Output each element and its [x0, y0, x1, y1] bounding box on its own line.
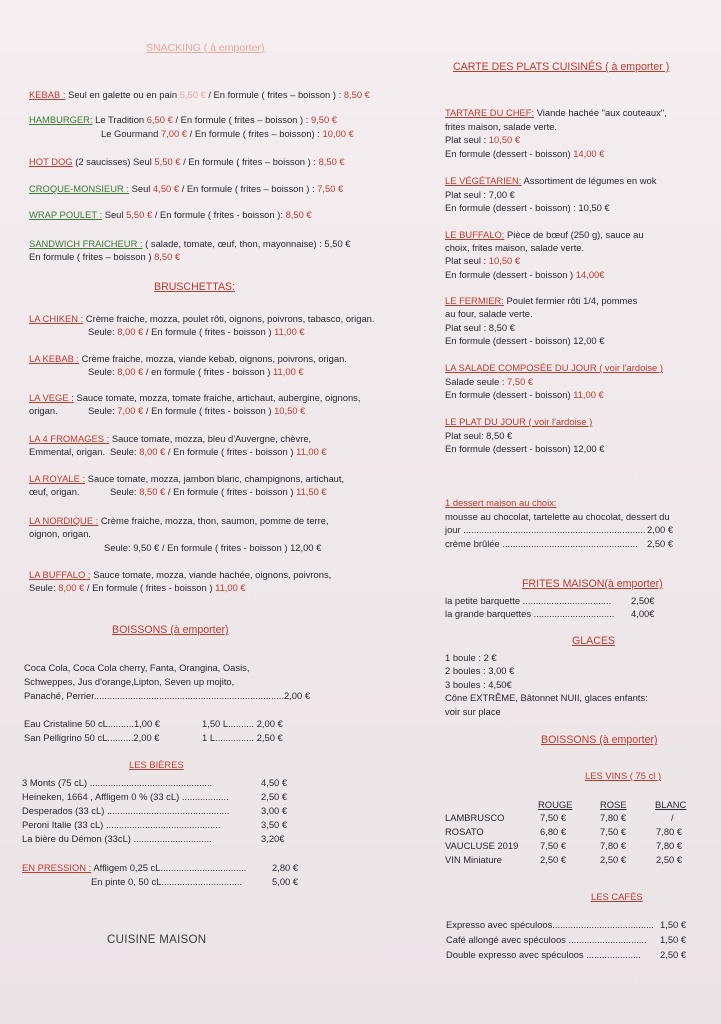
- vin-rouge: 7,50 €: [540, 840, 567, 851]
- vin-blanc: /: [671, 812, 674, 823]
- vin-name: VAUCLUSE 2019: [445, 840, 519, 851]
- vin-blanc: 7,80 €: [656, 826, 683, 837]
- hotdog-line: [29, 155, 345, 168]
- fermier-desc-2: au four, salade verte.: [445, 308, 533, 319]
- sandwich-formula-text: En formule ( frites – boisson ): [29, 251, 152, 262]
- sandwich-text: ( salade, tomate, œuf, thon, mayonnaise) :: [145, 238, 322, 249]
- bruschetta-seule: Seule:: [110, 446, 137, 457]
- vin-blanc: 7,80 €: [656, 840, 683, 851]
- frites-petite-price: 2,50€: [631, 595, 655, 606]
- cafe-price: 2,50 €: [660, 949, 687, 960]
- fermier-line-1: [445, 294, 637, 307]
- bieres-title: LES BIÈRES: [129, 759, 184, 770]
- bruschetta-seule: Seule:: [29, 582, 56, 593]
- bruschetta-seule: Seule:: [88, 366, 115, 377]
- sodas-line-3: Panaché, Perrier.........................................................................2,00 €: [24, 690, 311, 701]
- vegetarien-single-price: 7,00 €: [488, 189, 515, 200]
- vin-rose: 7,80 €: [600, 840, 627, 851]
- bruschetta-seule: Seule:: [88, 326, 115, 337]
- salade-single: [445, 375, 533, 388]
- bruschetta-desc: Sauce tomate, mozza, bleu d'Auvergne, chèvre,: [111, 433, 312, 444]
- fermier-label: LE FERMIER:: [445, 295, 504, 306]
- hamburger-label: HAMBURGER:: [29, 114, 93, 125]
- biere-price: 3,50 €: [261, 819, 288, 830]
- vin-rouge: 2,50 €: [540, 854, 567, 865]
- buffalo-label: LE BUFFALO:: [445, 229, 505, 240]
- tartare-label: TARTARE DU CHEF:: [445, 107, 535, 118]
- cafe-price: 1,50 €: [660, 934, 687, 945]
- bruschetta-price-single: 7,00 €: [117, 405, 144, 416]
- salade-formula: [445, 388, 604, 401]
- bruschetta-line-2: [88, 365, 304, 378]
- hotdog-formula-text: / En formule ( frites – boisson ) :: [183, 156, 316, 167]
- kebab-label: KEBAB :: [29, 89, 66, 100]
- bruschetta-line-2: [29, 485, 327, 498]
- kebab-formula-text: / En formule ( frites – boisson ) :: [208, 89, 342, 100]
- bruschetta-price-formula: 11,00 €: [273, 366, 304, 377]
- sodas-line-1: Coca Cola, Coca Cola cherry, Fanta, Orangina, Oasis,: [24, 662, 250, 673]
- bruschetta-formula: / En formule ( frites - boisson ): [145, 326, 272, 337]
- bruschetta-formula: / En formule ( frites - boisson ): [161, 542, 288, 553]
- tartare-desc-2: frites maison, salade verte.: [445, 121, 558, 132]
- carte-title: CARTE DES PLATS CUISINÉS ( à emporter ): [453, 61, 670, 73]
- glaces-line-1: 1 boule : 2 €: [445, 652, 497, 663]
- bruschetta-price-single: 8,00 €: [117, 366, 144, 377]
- buffalo-single: [445, 254, 520, 267]
- biere-name: Desperados (33 cL) ...............................................: [22, 805, 230, 816]
- buffalo-formula: [445, 268, 604, 281]
- bruschetta-price-formula: 11,00 €: [274, 326, 305, 337]
- bruschetta-desc: Crème fraiche, mozza, viande kebab, oignons, poivrons, origan.: [81, 353, 347, 364]
- bruschetta-line-2: [29, 404, 305, 417]
- pression-pinte: En pinte 0, 50 cL...............................: [91, 876, 243, 887]
- bruschetta-desc: Crème fraiche, mozza, poulet rôti, oignons, poivrons, tabasco, origan.: [85, 313, 375, 324]
- hamburger-tradition-price: 6,50 €: [146, 114, 173, 125]
- fermier-single: [445, 321, 515, 334]
- bruschetta-formula: / En formule ( frites - boisson ): [167, 486, 294, 497]
- bruschetta-line-1: [29, 432, 311, 445]
- dessert-line-2: jour ......................................................................: [445, 524, 646, 535]
- buffalo-single-price: 10,50 €: [488, 255, 521, 266]
- biere-name: Peroni Italie (33 cL) ............................................: [22, 819, 221, 830]
- croque-price-formula: 7,50 €: [317, 183, 344, 194]
- hamburger-gourmand: Le Gourmand: [101, 128, 159, 139]
- wrap-formula-text: / En formule ( frites - boisson ):: [154, 209, 283, 220]
- hotdog-text: (2 saucisses) Seul: [75, 156, 152, 167]
- tartare-line-1: [445, 106, 667, 119]
- bruschetta-desc-2: œuf, origan.: [29, 486, 80, 497]
- fermier-formula-label: En formule (dessert - boisson): [445, 335, 571, 346]
- platjour-formula-label: En formule (dessert - boisson): [445, 443, 571, 454]
- san-pellegrino: San Pelligrino 50 cL..........2,00 €: [24, 732, 160, 743]
- tartare-single: [445, 133, 520, 146]
- bruschetta-desc: Sauce tomate, mozza, jambon blanc, champignons, artichaut,: [87, 473, 345, 484]
- dessert-line-1: mousse au chocolat, tartelette au chocolat, dessert du: [445, 511, 670, 522]
- bruschetta-seule: Seule:: [88, 405, 115, 416]
- tartare-single-label: Plat seul :: [445, 134, 487, 145]
- cafe-name: Expresso avec spéculoos.......................................: [446, 919, 654, 930]
- bruschetta-label: LA 4 FROMAGES :: [29, 433, 110, 444]
- bruschetta-line-1: [29, 352, 347, 365]
- bruschetta-price-single: 9,50 €: [133, 542, 160, 553]
- bruschetta-price-single: 8,00 €: [139, 446, 166, 457]
- bruschetta-label: LA ROYALE :: [29, 473, 86, 484]
- sandwich-price-single: 5,50 €: [324, 238, 351, 249]
- biere-price: 3,00 €: [261, 805, 288, 816]
- biere-name: Heineken, 1664 , Affligem 0 % (33 cL) ..................: [22, 791, 229, 802]
- dessert-line-3: crème brûlée ....................................................: [445, 538, 638, 549]
- platjour-label: LE PLAT DU JOUR ( voir l'ardoise ): [445, 416, 593, 427]
- bruschetta-price-single: 8,00 €: [58, 582, 85, 593]
- hamburger-line-1: [29, 113, 337, 126]
- bruschetta-line-1: [29, 312, 375, 325]
- vegetarien-label: LE VÉGÉTARIEN:: [445, 175, 522, 186]
- croque-price-single: 4,50 €: [153, 183, 180, 194]
- wrap-label: WRAP POULET :: [29, 209, 103, 220]
- vin-name: LAMBRUSCO: [445, 812, 505, 823]
- buffalo-desc-2: choix, frites maison, salade verte.: [445, 242, 585, 253]
- pression-label: EN PRESSION :: [22, 862, 92, 873]
- pression-affligem: Affligem 0,25 cL.................................: [93, 862, 247, 873]
- kebab-price-formula: 8,50 €: [343, 89, 370, 100]
- vin-name: ROSATO: [445, 826, 484, 837]
- platjour-single-price: 8,50 €: [486, 430, 513, 441]
- bruschetta-price-single: 8,00 €: [117, 326, 144, 337]
- frites-petite: la petite barquette ..................................: [445, 595, 612, 606]
- biere-price: 3,20€: [261, 833, 285, 844]
- biere-name: 3 Monts (75 cL) ...............................................: [22, 777, 213, 788]
- bruschetta-formula: / En formule ( frites - boisson ): [86, 582, 213, 593]
- cuisine-maison-title: CUISINE MAISON: [107, 934, 207, 946]
- eau-cristaline-large: 1,50 L.......... 2,00 €: [202, 718, 283, 729]
- fermier-formula-price: 12,00 €: [573, 335, 605, 346]
- bruschetta-desc: Crème fraiche, mozza, thon, saumon, pomme de terre,: [100, 515, 329, 526]
- bruschetta-label: LA CHIKEN :: [29, 313, 84, 324]
- vegetarien-line-1: [445, 174, 656, 187]
- vegetarien-formula: [445, 201, 610, 214]
- bruschetta-desc-2: Emmental, origan.: [29, 446, 106, 457]
- bruschetta-label: LA NORDIQUE :: [29, 515, 99, 526]
- bruschetta-seule: Seule:: [110, 486, 137, 497]
- vegetarien-single: [445, 188, 515, 201]
- vin-name: VIN Miniature: [445, 854, 502, 865]
- frites-title: FRITES MAISON(à emporter): [522, 578, 663, 590]
- frites-grande: la grande barquettes ...............................: [445, 608, 615, 619]
- bruschetta-desc-2: origan.: [29, 405, 58, 416]
- vin-col-rose: ROSE: [600, 799, 627, 810]
- hamburger-line-2: [101, 127, 354, 140]
- hotdog-price-formula: 8,50 €: [318, 156, 345, 167]
- biere-price: 2,50 €: [261, 791, 288, 802]
- salade-formula-label: En formule (dessert - boisson): [445, 389, 571, 400]
- wrap-price-formula: 8,50 €: [285, 209, 312, 220]
- sandwich-label: SANDWICH FRAICHEUR :: [29, 238, 143, 249]
- bruschetta-line-1: [29, 391, 360, 404]
- tartare-formula-label: En formule (dessert - boisson): [445, 148, 571, 159]
- salade-label: LA SALADE COMPOSÉE DU JOUR ( voir l'ardoise ): [445, 362, 663, 373]
- bruschetta-label: LA BUFFALO :: [29, 569, 91, 580]
- buffalo-desc: Pièce de bœuf (250 g), sauce au: [507, 229, 644, 240]
- croque-text: Seul: [131, 183, 151, 194]
- bruschetta-line-1: [29, 472, 344, 485]
- platjour-formula: [445, 442, 604, 455]
- cafes-title: LES CAFÉS: [591, 891, 643, 902]
- dessert-price-1: 2,00 €: [647, 524, 674, 535]
- sodas-line-2: Schweppes, Jus d'orange,Lipton, Seven up mojito,: [24, 676, 235, 687]
- bruschetta-price-formula: 12,00 €: [290, 542, 322, 553]
- hamburger-tradition-formula-price: 9,50 €: [310, 114, 338, 125]
- bruschetta-label: LA VEGE :: [29, 392, 74, 403]
- croque-formula-text: / En formule ( frites – boisson ) :: [181, 183, 315, 194]
- bruschetta-line-2: [88, 325, 305, 338]
- bruschetta-desc: Sauce tomate, mozza, viande hachée, oignons, poivrons,: [93, 569, 332, 580]
- bruschettas-title: BRUSCHETTAS:: [154, 281, 236, 293]
- vin-col-rouge: ROUGE: [538, 799, 573, 810]
- eau-cristaline: Eau Cristaline 50 cL..........1,00 €: [24, 718, 161, 729]
- vegetarien-formula-price: 10,50 €: [578, 202, 610, 213]
- bruschetta-formula: / En formule ( frites - boisson ): [145, 405, 272, 416]
- buffalo-line-1: [445, 228, 644, 241]
- glaces-line-2: 2 boules : 3,00 €: [445, 665, 515, 676]
- hamburger-tradition: Le Tradition: [95, 114, 145, 125]
- hotdog-price-single: 5,50 €: [154, 156, 181, 167]
- bruschetta-desc-2: oignon, origan.: [29, 528, 92, 539]
- tartare-single-price: 10,50 €: [488, 134, 521, 145]
- glaces-line-5: voir sur place: [445, 706, 501, 717]
- tartare-desc: Viande hachée "aux couteaux",: [536, 107, 667, 118]
- buffalo-single-label: Plat seul :: [445, 255, 487, 266]
- salade-formula-price: 11,00 €: [573, 389, 604, 400]
- sandwich-line-1: [29, 237, 351, 250]
- salade-single-label: Salade seule :: [445, 376, 505, 387]
- kebab-text: Seul en galette ou en pain: [68, 89, 178, 100]
- vin-rose: 7,50 €: [600, 826, 627, 837]
- cafe-name: Double expresso avec spéculoos .....................: [446, 949, 641, 960]
- hamburger-gourmand-formula: / En formule ( frites – boisson) :: [189, 128, 320, 139]
- bruschetta-price-formula: 11,50 €: [296, 486, 327, 497]
- san-pellegrino-large: 1 L............... 2,50 €: [202, 732, 283, 743]
- pression-price-1: 2,80 €: [272, 862, 299, 873]
- biere-price: 4,50 €: [261, 777, 288, 788]
- glaces-line-3: 3 boules : 4,50€: [445, 679, 512, 690]
- bruschetta-line-1: [29, 568, 331, 581]
- fermier-single-price: 8,50 €: [488, 322, 515, 333]
- fermier-single-label: Plat seul :: [445, 322, 487, 333]
- biere-name: La bière du Démon (33cL) ..............................: [22, 833, 212, 844]
- vin-col-blanc: BLANC: [655, 799, 687, 810]
- bruschetta-formula: / En formule ( frites - boisson ): [167, 446, 294, 457]
- fermier-formula: [445, 334, 604, 347]
- vegetarien-single-label: Plat seul :: [445, 189, 487, 200]
- buffalo-formula-price: 14,00€: [575, 269, 605, 280]
- hotdog-label: HOT DOG: [29, 156, 73, 167]
- pression-price-2: 5,00 €: [272, 876, 299, 887]
- vegetarien-formula-label: En formule (dessert - boisson) :: [445, 202, 576, 213]
- croque-label: CROQUE-MONSIEUR :: [29, 183, 130, 194]
- sandwich-price-formula: 8,50 €: [154, 251, 181, 262]
- vin-blanc: 2,50 €: [656, 854, 683, 865]
- kebab-line: [29, 88, 370, 101]
- bruschetta-line-2: [29, 445, 327, 458]
- fermier-desc: Poulet fermier rôti 1/4, pommes: [506, 295, 638, 306]
- pression-line-1: [22, 861, 246, 874]
- bruschetta-formula: / en formule ( frites - boisson ): [145, 366, 271, 377]
- bruschetta-price-formula: 11,00 €: [296, 446, 327, 457]
- hamburger-gourmand-price: 7,00 €: [160, 128, 188, 139]
- bruschetta-seule: Seule:: [104, 542, 131, 553]
- croque-line: [29, 182, 343, 195]
- bruschetta-price-single: 8,50 €: [139, 486, 166, 497]
- bruschetta-line-2: [29, 527, 91, 540]
- cafe-price: 1,50 €: [660, 919, 687, 930]
- vin-rouge: 7,50 €: [540, 812, 567, 823]
- bruschetta-desc: Sauce tomate, mozza, tomate fraiche, artichaut, aubergine, oignons,: [76, 392, 361, 403]
- bruschetta-line-3: [104, 541, 321, 554]
- bruschetta-label: LA KEBAB :: [29, 353, 80, 364]
- wrap-price-single: 5,50 €: [126, 209, 153, 220]
- hamburger-tradition-formula: / En formule ( frites – boisson ) :: [175, 114, 309, 125]
- vin-rouge: 6,80 €: [540, 826, 567, 837]
- tartare-formula: [445, 147, 604, 160]
- bruschetta-price-formula: 10,50 €: [274, 405, 306, 416]
- vin-rose: 2,50 €: [600, 854, 627, 865]
- snacking-title: SNACKING ( à emporter): [146, 42, 265, 54]
- bruschetta-price-formula: 11,00 €: [215, 582, 246, 593]
- boissons-right-title: BOISSONS (à emporter): [541, 734, 658, 746]
- glaces-title: GLACES: [572, 635, 615, 647]
- hamburger-gourmand-formula-price: 10,00 €: [322, 128, 354, 139]
- salade-single-price: 7,50 €: [507, 376, 534, 387]
- kebab-price-single: 5,50 €: [179, 89, 206, 100]
- wrap-text: Seul: [104, 209, 124, 220]
- dessert-price-2: 2,50 €: [647, 538, 674, 549]
- sandwich-line-2: [29, 250, 180, 263]
- cafe-name: Café allongé avec spéculoos ..............................: [446, 934, 647, 945]
- bruschetta-line-2: [29, 581, 246, 594]
- vins-title: LES VINS ( 75 cl ): [585, 770, 662, 781]
- glaces-line-4: Cône EXTRÊME, Bâtonnet NUII, glaces enfants:: [445, 692, 648, 703]
- boissons-title: BOISSONS (à emporter): [112, 624, 229, 636]
- vegetarien-desc: Assortiment de légumes en wok: [523, 175, 657, 186]
- platjour-single: [445, 429, 512, 442]
- vin-rose: 7,80 €: [600, 812, 627, 823]
- platjour-formula-price: 12,00 €: [573, 443, 605, 454]
- platjour-single-label: Plat seul:: [445, 430, 484, 441]
- frites-grande-price: 4,00€: [631, 608, 655, 619]
- bruschetta-line-1: [29, 514, 329, 527]
- buffalo-formula-label: En formule (dessert - boisson ): [445, 269, 574, 280]
- dessert-title: 1 dessert maison au choix:: [445, 497, 557, 508]
- tartare-formula-price: 14,00 €: [573, 148, 605, 159]
- wrap-line: [29, 208, 312, 221]
